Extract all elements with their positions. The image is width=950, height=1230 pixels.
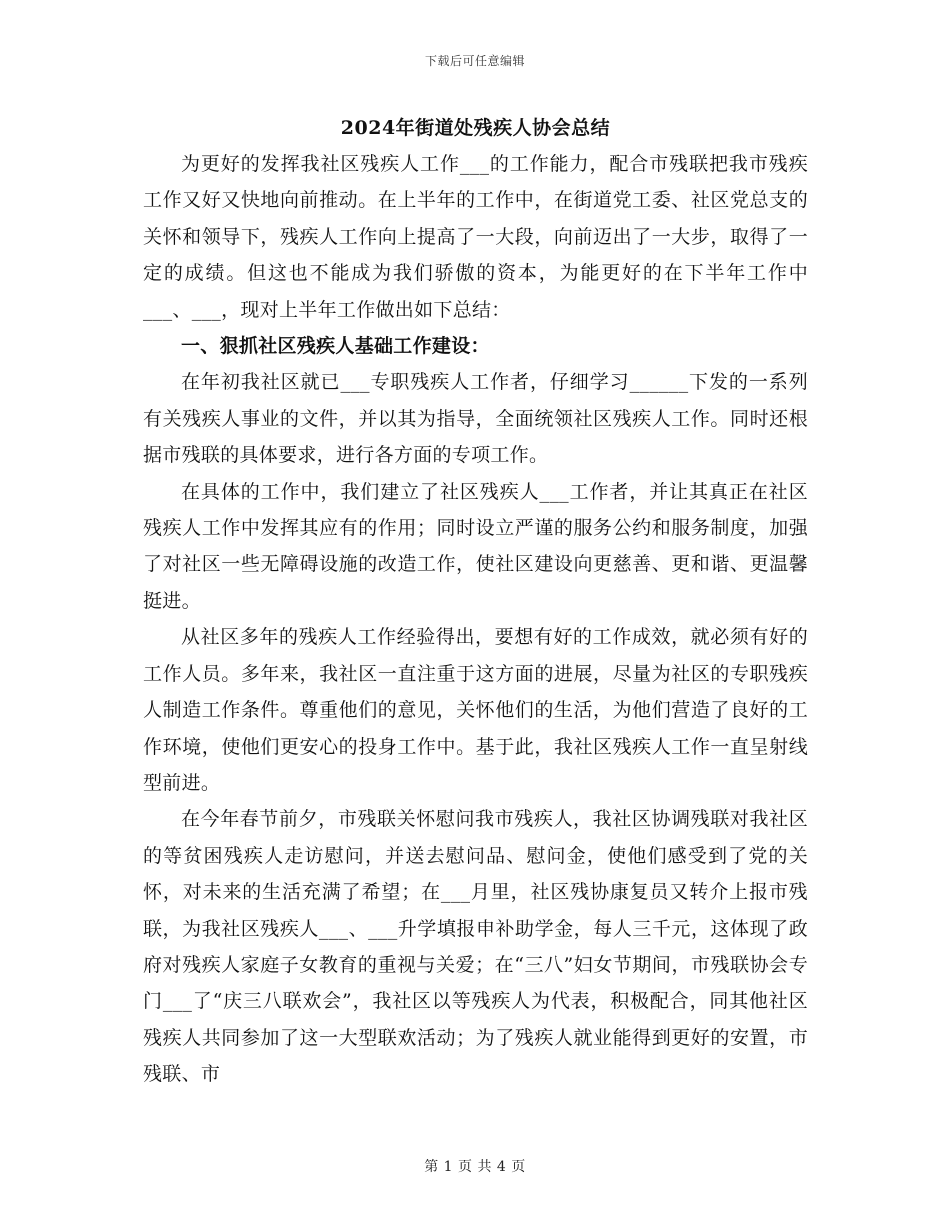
paragraph-intro: 为更好的发挥我社区残疾人工作___的工作能力，配合市残联把我市残疾工作又好又快地向前推动。在上半年的工作中，在街道党工委、社区党总支的关怀和领导下，残疾人工作向上提高了一大段，向前迈出了一大步，取得了一定的成绩。但这也不能成为我们骄傲的资本，为能更好的在下半年工作中___、___，现对上半年工作做出如下总结： (143, 153, 808, 321)
paragraph-2: 在年初我社区就已___专职残疾人工作者，仔细学习______下发的一系列有关残疾人事业的文件，并以其为指导，全面统领社区残疾人工作。同时还根据市残联的具体要求，进行各方面的专项工作。 (143, 371, 808, 467)
section-heading-1: 一、狠抓社区残疾人基础工作建设： (181, 335, 490, 358)
paragraph-5: 在今年春节前夕，市残联关怀慰问我市残疾人，我社区协调残联对我社区的等贫困残疾人走访慰问，并送去慰问品、慰问金，使他们感受到了党的关怀，对未来的生活充满了希望；在___月里，社区残协康复员又转介上报市残联，为我社区残疾人___、___升学填报申补助学金，每人三千元，这体现了政府对残疾人家庭子女教育的重视与关爱；在“三八”妇女节期间，市残联协会专门___了“庆三八联欢会”，我社区以等残疾人为代表，积极配合，同其他社区残疾人共同参加了这一大型联欢活动；为了残疾人就业能得到更好的安置，市残联、市 (143, 808, 808, 1086)
page-number: 第 1 页 共 4 页 (424, 1159, 526, 1175)
paragraph-3: 在具体的工作中，我们建立了社区残疾人___工作者，并让其真正在社区残疾人工作中发挥其应有的作用；同时设立严谨的服务公约和服务制度，加强了对社区一些无障碍设施的改造工作，使社区建设向更慈善、更和谐、更温馨挺进。 (143, 480, 808, 612)
document-body (143, 114, 808, 1093)
page-header: 下载后可任意编辑 (424, 54, 525, 68)
paragraph-4: 从社区多年的残疾人工作经验得出，要想有好的工作成效，就必须有好的工作人员。多年来，我社区一直注重于这方面的进展，尽量为社区的专职残疾人制造工作条件。尊重他们的意见，关怀他们的生活，为他们营造了良好的工作环境，使他们更安心的投身工作中。基于此，我社区残疾人工作一直呈射线型前进。 (143, 626, 808, 794)
document-title: 2024年街道处残疾人协会总结 (340, 117, 611, 139)
